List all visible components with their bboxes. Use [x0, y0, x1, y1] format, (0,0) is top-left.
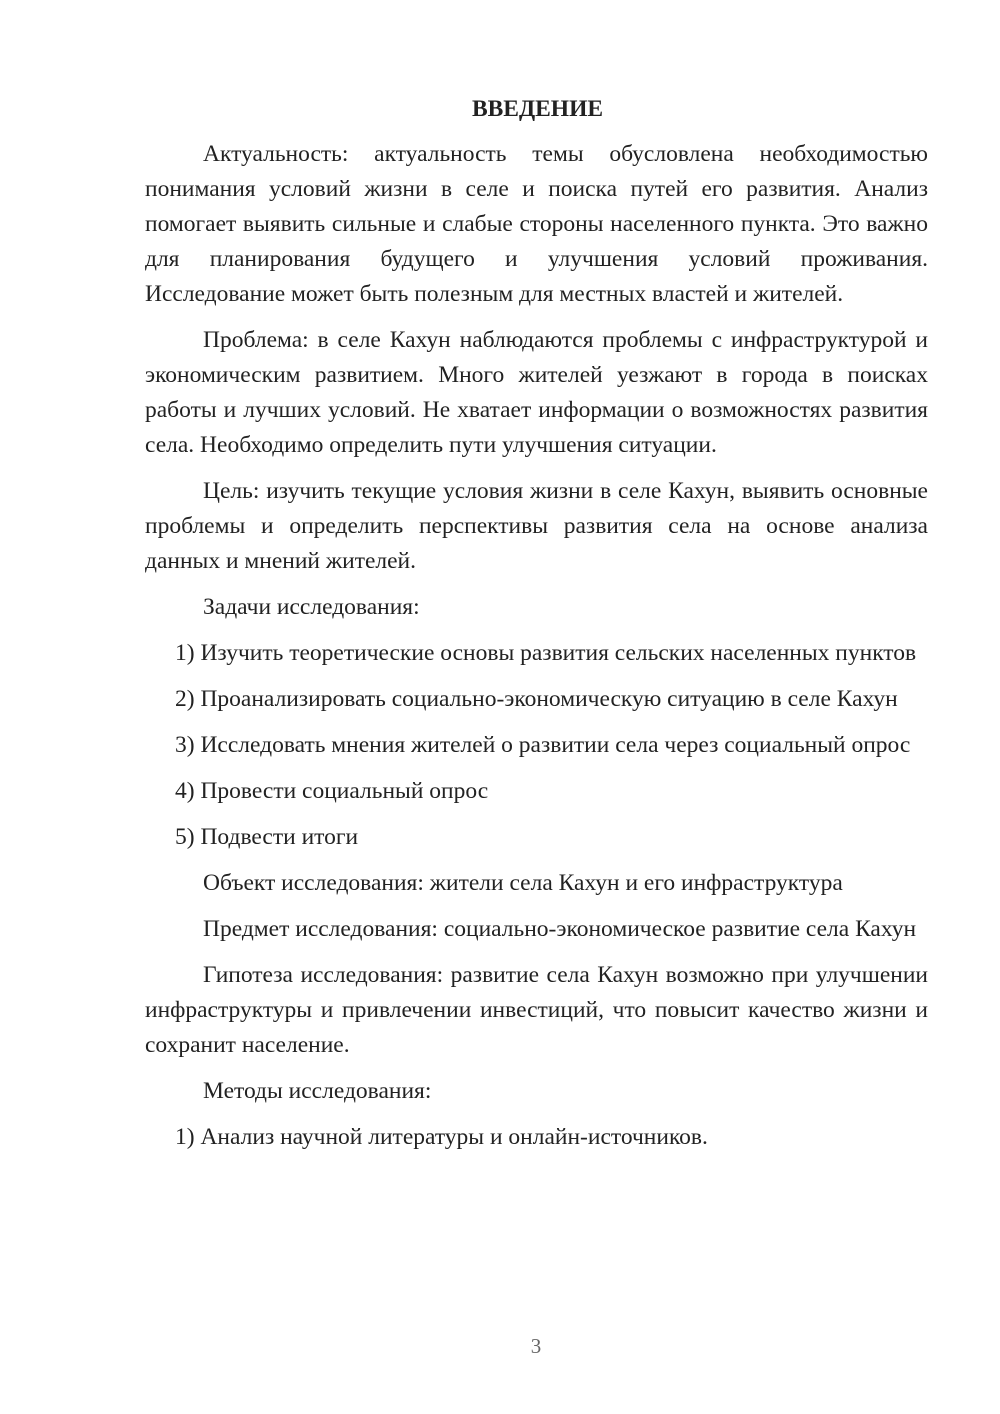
- tasks-heading: Задачи исследования:: [203, 594, 420, 620]
- paragraph-problem: Проблема: в селе Кахун наблюдаются проблемы с инфраструктурой и экономическим развитием. Много жителей уезжают в города в поисках работы и лучших условий. Не хватает информации о возможностях развития села. Необходимо определить пути улучшения ситуации.: [145, 327, 928, 458]
- task-item: 2) Проанализировать социально-экономическую ситуацию в селе Кахун: [175, 686, 898, 712]
- methods-heading: Методы исследования:: [203, 1078, 432, 1104]
- method-item: 1) Анализ научной литературы и онлайн-источников.: [175, 1124, 708, 1150]
- paragraph-subject: Предмет исследования: социально-экономическое развитие села Кахун: [203, 916, 917, 942]
- paragraph-relevance: Актуальность: актуальность темы обусловлена необходимостью понимания условий жизни в селе и поиска путей его развития. Анализ помогает выявить сильные и слабые стороны населенного пункта. Это важно для планирования будущего и улучшения условий проживания. Исследование может быть полезным для местных властей и жителей.: [145, 141, 928, 307]
- task-item: 1) Изучить теоретические основы развития сельских населенных пунктов: [175, 640, 917, 666]
- page-title: ВВЕДЕНИЕ: [471, 96, 604, 122]
- page-content: [145, 92, 928, 1166]
- paragraph-object: Объект исследования: жители села Кахун и его инфраструктура: [203, 870, 843, 896]
- task-item: 3) Исследовать мнения жителей о развитии села через социальный опрос: [175, 732, 911, 758]
- paragraph-goal: Цель: изучить текущие условия жизни в селе Кахун, выявить основные проблемы и определить перспективы развития села на основе анализа данных и мнений жителей.: [145, 478, 928, 574]
- task-item: 4) Провести социальный опрос: [175, 778, 489, 804]
- paragraph-hypothesis: Гипотеза исследования: развитие села Кахун возможно при улучшении инфраструктуры и привлечении инвестиций, что повысит качество жизни и сохранит население.: [145, 962, 928, 1058]
- task-item: 5) Подвести итоги: [175, 824, 359, 850]
- page-number: 3: [530, 1334, 542, 1358]
